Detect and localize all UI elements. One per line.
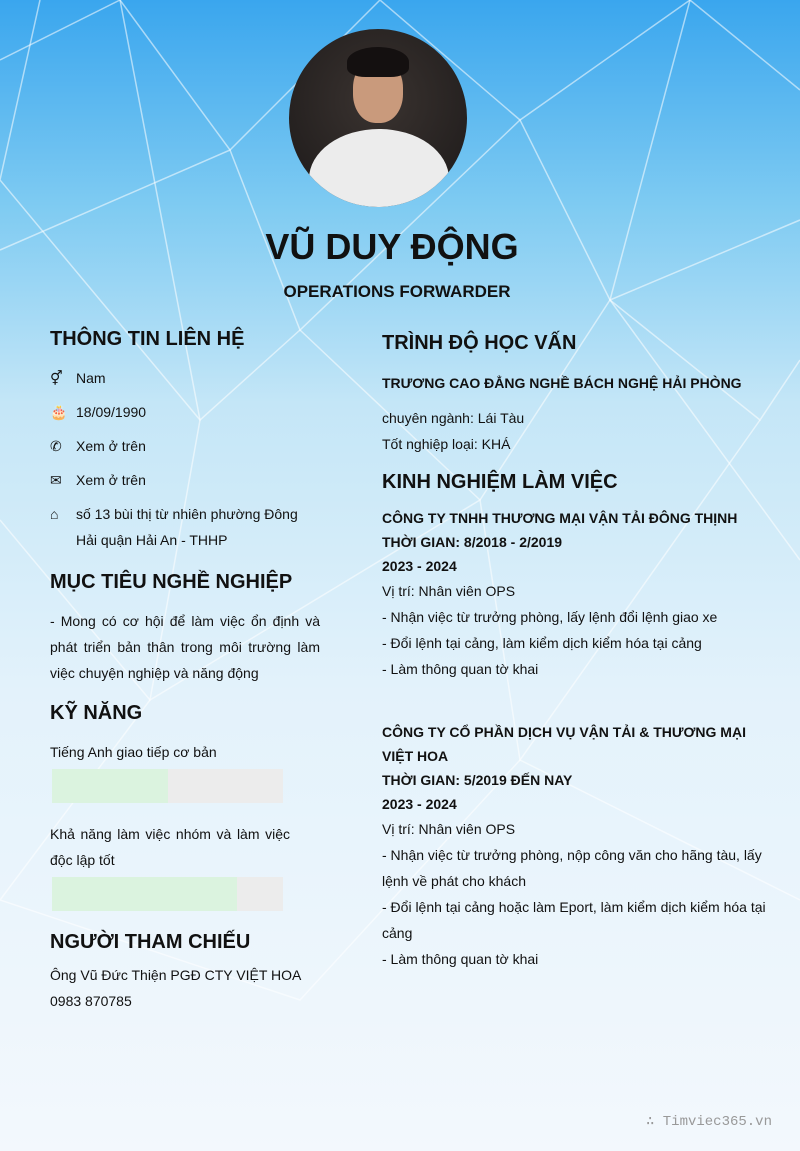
skill-bar-fill [52,769,168,803]
company-name: CÔNG TY TNHH THƯƠNG MẠI VẬN TẢI ĐÔNG THỊNH [382,510,738,526]
job-line: - Đổi lệnh tại cảng hoặc làm Eport, làm kiểm dịch kiểm hóa tại cảng [382,899,766,941]
home-icon: ⌂ [50,506,59,522]
job-years: 2023 - 2024 [382,796,457,812]
right-column [382,332,772,972]
phone-icon: ✆ [50,438,62,454]
reference-line: Ông Vũ Đức Thiện PGĐ CTY VIỆT HOA [50,967,302,983]
birthday: 18/09/1990 [76,404,147,420]
job-line: - Nhận việc từ trưởng phòng, nộp công văn cho hãng tàu, lấy lệnh về phát cho khách [382,847,762,889]
watermark: ∴ Timviec365.vn [645,1114,772,1130]
gender-icon: ⚥ [50,370,63,386]
job-years: 2023 - 2024 [382,558,457,574]
email: Xem ở trên [76,472,146,488]
objective-text: - Mong có cơ hội để làm việc ổn định và phát triển bản thân trong môi trường làm việc chuyện nghiệp và năng động [50,613,320,681]
job-line: - Làm thông quan tờ khai [382,661,539,677]
left-column [50,328,320,1014]
education-heading: TRÌNH ĐỘ HỌC VẤN [382,332,577,354]
job-time: THỜI GIAN: 5/2019 ĐẾN NAY [382,772,573,788]
job-line: Vị trí: Nhân viên OPS [382,821,516,837]
skill-bar [52,877,283,911]
objective-heading: MỤC TIÊU NGHỀ NGHIỆP [50,571,293,593]
gender: Nam [76,370,106,386]
birthday-cake-icon: 🎂 [50,404,68,420]
skills-heading: KỸ NĂNG [50,702,143,724]
job-entry [382,506,772,682]
skill-label: Khả năng làm việc nhóm và làm việc độc lập tốt [50,826,290,868]
phone: Xem ở trên [76,438,146,454]
job-line: - Nhận việc từ trưởng phòng, lấy lệnh đổi lệnh giao xe [382,609,718,625]
school-name: TRƯƠNG CAO ĐẲNG NGHỀ BÁCH NGHỆ HẢI PHÒNG [382,375,742,391]
candidate-role: OPERATIONS FORWARDER [283,282,511,301]
education-line: Tốt nghiệp loại: KHÁ [382,436,511,452]
address: số 13 bùi thị từ nhiên phường Đông Hải quận Hải An - THHP [76,506,298,548]
job-line: Vị trí: Nhân viên OPS [382,583,516,599]
job-entry [382,720,772,972]
education-line: chuyên ngành: Lái Tàu [382,410,525,426]
profile-photo [289,29,467,207]
reference-heading: NGƯỜI THAM CHIẾU [50,931,251,953]
job-time: THỜI GIAN: 8/2018 - 2/2019 [382,534,563,550]
email-icon: ✉ [50,472,62,488]
experience-heading: KINH NGHIỆM LÀM VIỆC [382,471,618,493]
skill-bar-fill [52,877,237,911]
job-line: - Đổi lệnh tại cảng, làm kiểm dịch kiểm hóa tại cảng [382,635,702,651]
skill-bar [52,769,283,803]
reference-line: 0983 870785 [50,993,132,1009]
contact-heading: THÔNG TIN LIÊN HỆ [50,328,245,350]
skill-label: Tiếng Anh giao tiếp cơ bản [50,744,217,760]
candidate-name: VŨ DUY ĐỘNG [265,226,519,267]
company-name: CÔNG TY CỔ PHẦN DỊCH VỤ VẬN TẢI & THƯƠNG MẠI VIỆT HOA [382,724,746,764]
job-line: - Làm thông quan tờ khai [382,951,539,967]
